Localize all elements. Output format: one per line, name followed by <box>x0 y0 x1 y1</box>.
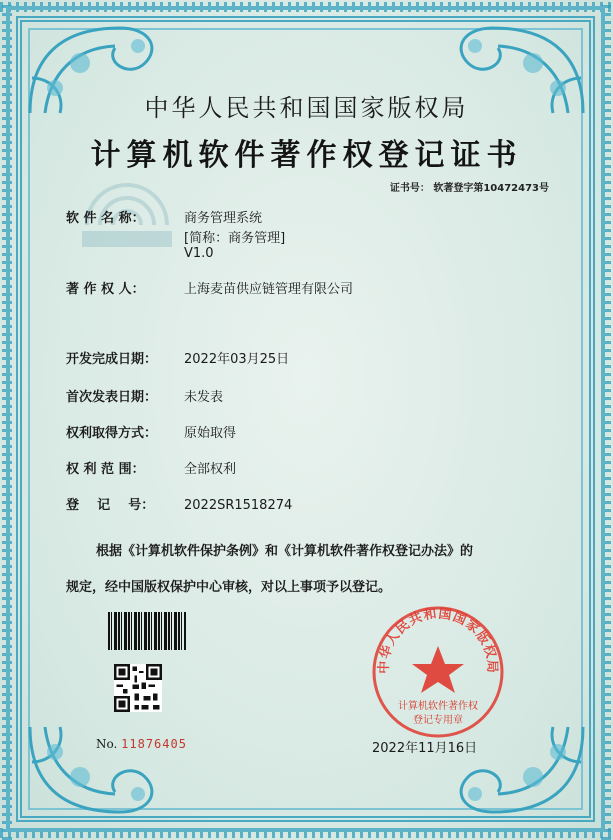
seal-line-2: 登记专用章 <box>413 715 463 726</box>
statement-line-1: 根据《计算机软件保护条例》和《计算机软件著作权登记办法》的 <box>96 544 474 559</box>
completion-date-row <box>66 348 289 367</box>
scope-value: 全部权利 <box>184 462 237 477</box>
certificate-number-value: 软著登字第10472473号 <box>433 183 549 194</box>
registration-value: 2022SR1518274 <box>184 498 293 513</box>
software-name-value: 商务管理系统 <box>184 211 263 226</box>
software-name-row <box>66 207 262 226</box>
serial-value: 11876405 <box>121 737 187 751</box>
certificate-number <box>390 179 549 194</box>
seal-star-icon <box>412 646 464 693</box>
certificate-title: 计算机软件著作权登记证书 <box>90 138 523 173</box>
seal-line-1: 计算机软件著作权 <box>398 701 478 712</box>
owner-value: 上海麦苗供应链管理有限公司 <box>184 282 354 297</box>
software-name-label: 软 件 名 称： <box>66 211 145 226</box>
issuing-authority: 中华人民共和国国家版权局 <box>144 94 469 122</box>
seal-arc-text: 中华人民共和国国家版权局 <box>376 606 500 674</box>
first-publish-value: 未发表 <box>184 390 224 405</box>
owner-label: 著 作 权 人： <box>66 282 145 297</box>
scope-label: 权 利 范 围： <box>66 462 145 477</box>
registration-row <box>66 494 292 513</box>
acquisition-value: 原始取得 <box>184 426 237 441</box>
owner-row <box>66 278 353 297</box>
serial-number <box>96 737 187 751</box>
certificate-number-label: 证书号： <box>389 183 430 194</box>
serial-prefix: No. <box>96 737 118 751</box>
qr-code <box>114 664 162 712</box>
completion-date-label: 开发完成日期： <box>66 352 158 367</box>
completion-date-value: 2022年03月25日 <box>184 352 290 367</box>
registration-label: 登 记 号： <box>66 498 155 513</box>
first-publish-row <box>66 386 223 405</box>
statement-line-2: 规定，经中国版权保护中心审核，对以上事项予以登记。 <box>66 580 392 595</box>
barcode <box>108 612 186 650</box>
issue-date: 2022年11月16日 <box>372 741 478 756</box>
scope-row <box>66 458 236 477</box>
acquisition-label: 权利取得方式： <box>66 426 158 441</box>
acquisition-row <box>66 422 236 441</box>
corner-ornament-bottom-left <box>20 712 170 822</box>
software-version: V1.0 <box>184 246 214 261</box>
software-short-name: [简称：商务管理] <box>184 231 286 246</box>
official-seal <box>368 602 508 742</box>
first-publish-label: 首次发表日期： <box>66 390 158 405</box>
